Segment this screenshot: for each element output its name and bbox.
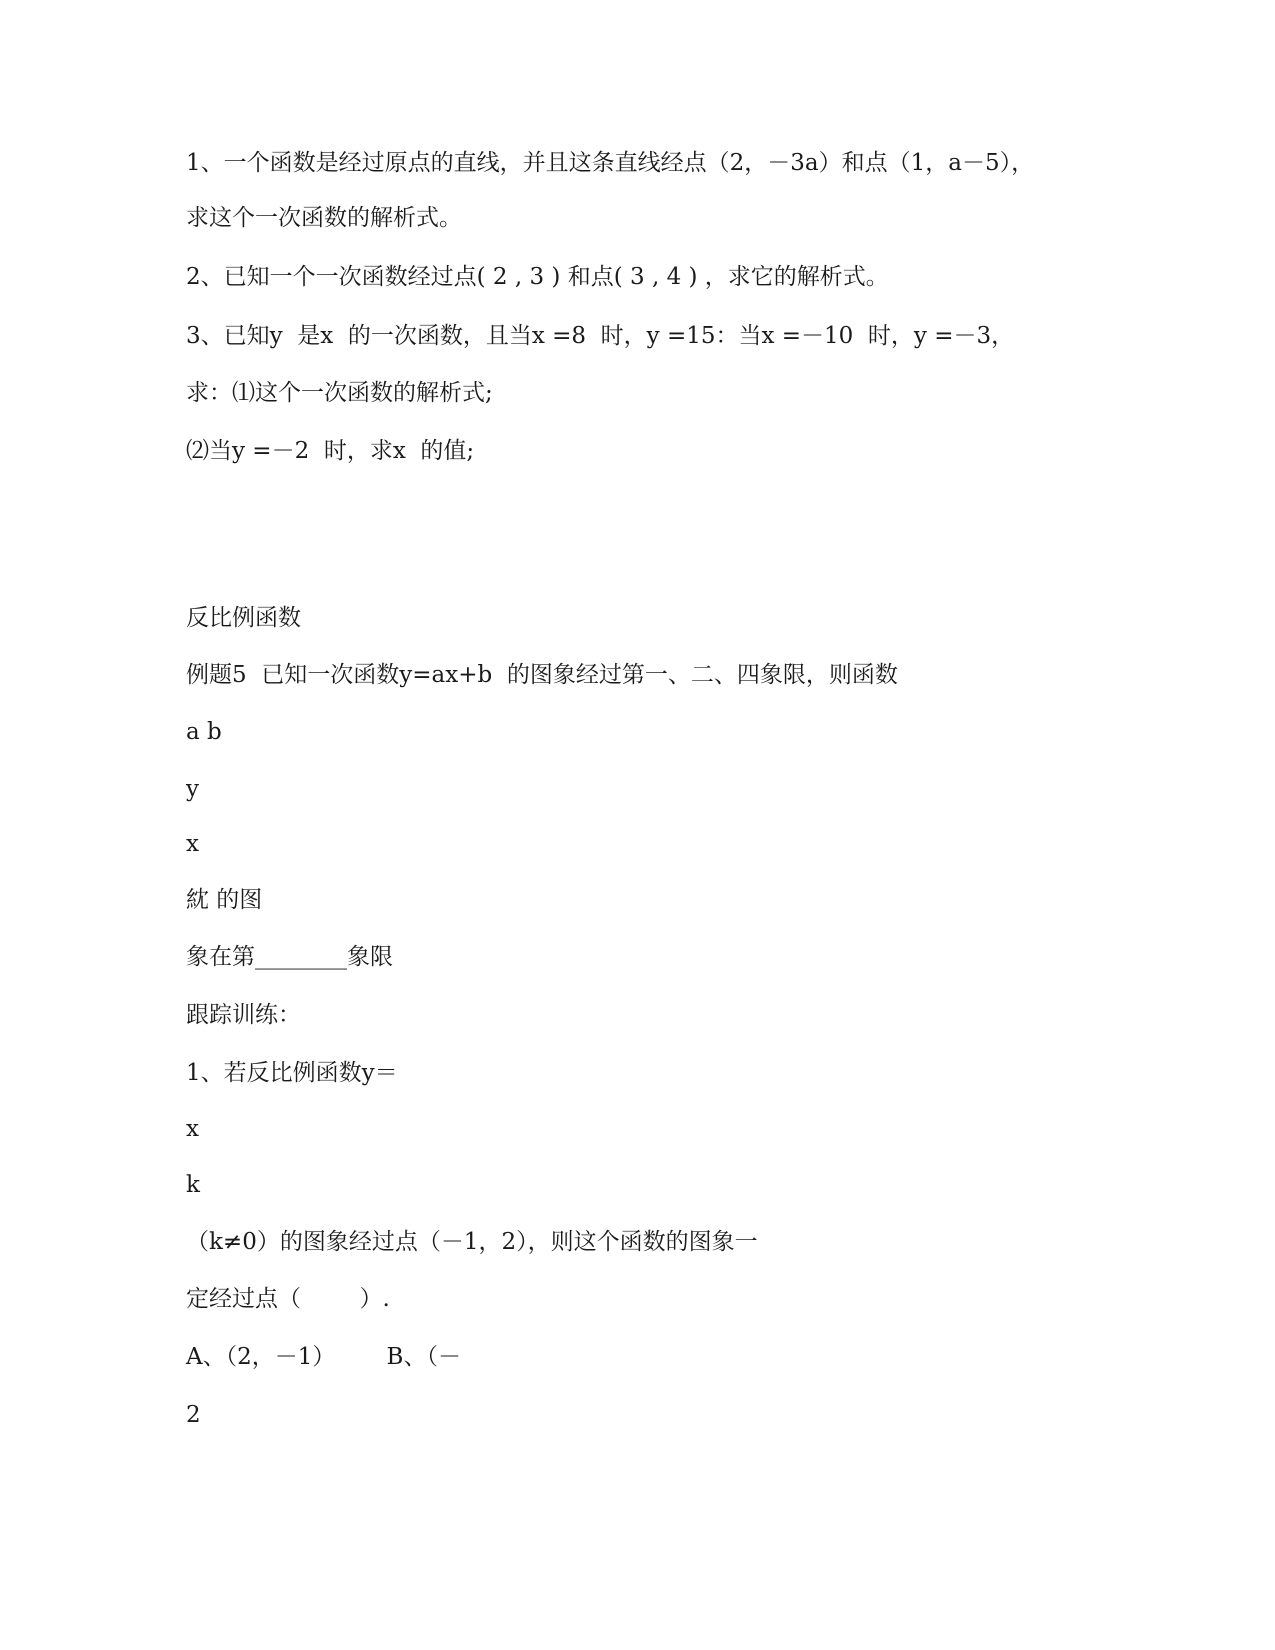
practice-1-line-2: （k≠0）的图象经过点（－1，2），则这个函数的图象一 <box>186 1229 758 1255</box>
problem-3-line-2: 求：⑴这个一次函数的解析式; <box>186 380 493 406</box>
problem-1-line-1: 1、一个函数是经过原点的直线，并且这条直线经点（2，－3a）和点（1，a－5）， <box>186 150 1035 176</box>
problem-3-line-1: 3、已知y 是x 的一次函数，且当x =8 时，y =15：当x =－10 时，y =－3， <box>186 323 1015 349</box>
example-5-fragment-ab: a b <box>186 719 222 745</box>
example-5-blank-line: 象在第________象限 <box>186 944 393 970</box>
example-5-line-1: 例题5 已知一次函数y=ax+b 的图象经过第一、二、四象限，则函数 <box>186 662 898 688</box>
practice-1-options: A、（2，－1） B、（－ <box>186 1344 461 1370</box>
problem-3-line-3: ⑵当y =－2 时，求x 的值; <box>186 438 475 464</box>
practice-1-fragment-k: k <box>186 1172 200 1198</box>
practice-1-fragment-2: 2 <box>186 1402 201 1428</box>
practice-1-fragment-x: x <box>186 1116 199 1142</box>
practice-1-line-1: 1、若反比例函数y＝ <box>186 1060 398 1086</box>
problem-1-line-2: 求这个一次函数的解析式。 <box>186 205 462 231</box>
section-heading: 反比例函数 <box>186 605 301 631</box>
problem-2-line: 2、已知一个一次函数经过点( 2 , 3 ) 和点( 3 , 4 ) ，求它的解析式。 <box>186 264 889 290</box>
example-5-fragment-x: x <box>186 831 199 857</box>
practice-heading: 跟踪训练： <box>186 1002 301 1028</box>
example-5-fragment-graph: 紞 的图 <box>186 887 263 913</box>
example-5-fragment-y: y <box>186 776 199 802</box>
practice-1-line-3: 定经过点（ ）. <box>186 1286 390 1312</box>
